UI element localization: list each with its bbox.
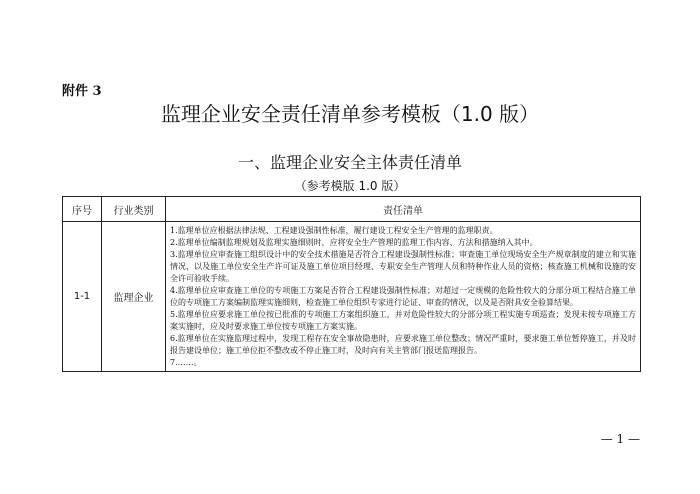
row-serial: 1-1 [63, 222, 102, 372]
attachment-label: 附件 3 [62, 84, 102, 99]
header-category: 行业类别 [102, 197, 166, 222]
page-number: — 1 — [600, 432, 640, 446]
responsibility-item: 3.监理单位应审查施工组织设计中的安全技术措施是否符合工程建设强制性标准；审查施工单位现场安全生产规章制度的建立和实施情况，以及施工单位安全生产许可证及施工单位项目经理、专职安全生产管理人员和特种作业人员的资格；核查施工机械和设施的安全许可验收手续。 [170, 250, 636, 283]
responsibility-item: 7.……。 [170, 358, 202, 367]
section-subtitle: （参考模版 1.0 版） [294, 179, 406, 193]
table-header-row [63, 197, 641, 222]
page-title: 监理企业安全责任清单参考模板（1.0 版） [160, 102, 540, 126]
row-category: 监理企业 [102, 222, 166, 372]
responsibility-table [62, 196, 641, 372]
row-responsibility-items [166, 222, 641, 372]
responsibility-item: 2.监理单位编制监理规划及监理实施细则时，应将安全生产管理的监理工作内容、方法和措施纳入其中。 [170, 238, 538, 247]
responsibility-item: 5.监理单位应要求施工单位按已批准的专项施工方案组织施工，并对危险性较大的分部分项工程实施专项巡查；发现未按专项施工方案实施时，应及时要求施工单位按专项施工方案实施。 [170, 310, 636, 331]
responsibility-item: 1.监理单位应根据法律法规、工程建设强制性标准，履行建设工程安全生产管理的监理职责。 [170, 226, 498, 235]
responsibility-item: 4.监理单位应审查施工单位的专项施工方案是否符合工程建设强制性标准；对超过一定规模的危险性较大的分部分项工程结合施工单位的专项施工方案编制监理实施细则，检查施工单位组织专家进行论证、审查的情况，以及是否附具安全验算结果。 [170, 286, 636, 307]
table-row [63, 222, 641, 372]
header-responsibility-list: 责任清单 [166, 197, 641, 222]
responsibility-item: 6.监理单位在实施监理过程中，发现工程存在安全事故隐患时，应要求施工单位整改；情况严重时，要求施工单位暂停施工，并及时报告建设单位；施工单位拒不整改或不停止施工时，及时向有关主管部门报送监理报告。 [170, 334, 636, 355]
section-title: 一、监理企业安全主体责任清单 [237, 153, 462, 172]
header-serial: 序号 [63, 197, 102, 222]
